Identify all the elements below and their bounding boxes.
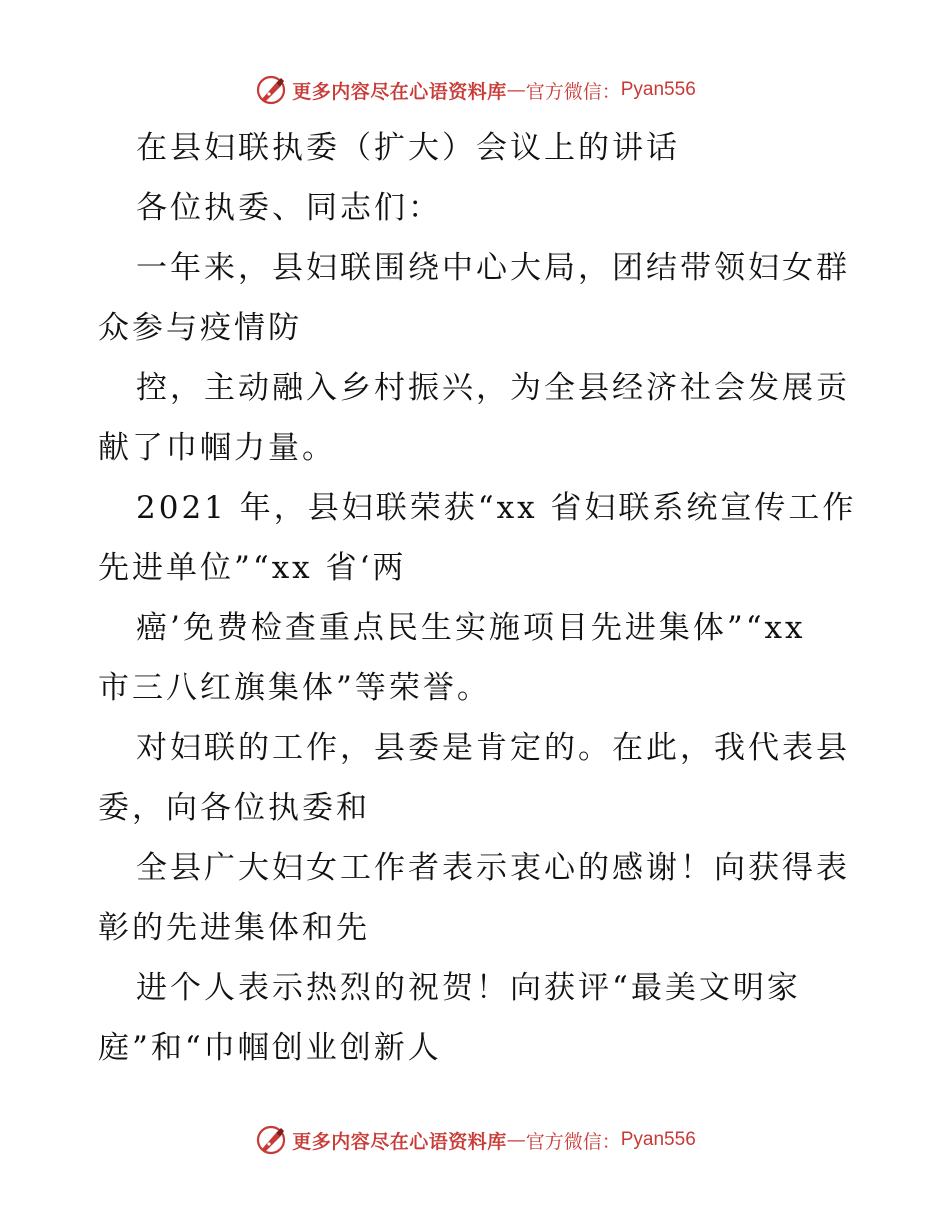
banner-wechat-label: 官方微信： xyxy=(525,1130,621,1153)
text-line: 彰的先进集体和先 xyxy=(98,910,370,946)
text-line: 2021 年，县妇联荣获“xx 省妇联系统宣传工作 xyxy=(136,490,857,526)
banner-wechat-id: Pyan556 xyxy=(620,79,696,100)
footer-banner xyxy=(0,1120,950,1160)
banner-site-name: 更多内容尽在心语资料库 xyxy=(292,80,507,103)
text-line: 先进单位”“xx 省‘两 xyxy=(98,550,407,586)
text-line: 癌’免费检查重点民生实施项目先进集体”“xx xyxy=(136,610,806,646)
banner-wechat-id: Pyan556 xyxy=(620,1129,696,1150)
banner-dash: — xyxy=(506,1129,526,1151)
text-line: 一年来，县妇联围绕中心大局，团结带领妇女群 xyxy=(136,250,850,286)
text-line: 全县广大妇女工作者表示衷心的感谢！向获得表 xyxy=(136,850,850,886)
header-banner xyxy=(0,70,950,110)
text-line: 对妇联的工作，县委是肯定的。在此，我代表县 xyxy=(136,730,850,766)
text-line: 在县妇联执委（扩大）会议上的讲话 xyxy=(136,130,680,166)
pen-nib-seal-icon xyxy=(254,73,288,107)
banner-wechat-label: 官方微信： xyxy=(525,80,621,103)
text-line: 献了巾帼力量。 xyxy=(98,430,336,466)
pen-nib-seal-icon xyxy=(254,1123,288,1157)
banner-dash: — xyxy=(506,79,526,101)
text-line: 委，向各位执委和 xyxy=(98,790,370,826)
text-line: 进个人表示热烈的祝贺！向获评“最美文明家 xyxy=(136,970,801,1006)
text-line: 各位执委、同志们： xyxy=(136,190,442,226)
text-line: 市三八红旗集体”等荣誉。 xyxy=(98,670,491,706)
text-line: 众参与疫情防 xyxy=(98,310,302,346)
document-body xyxy=(98,118,858,1078)
banner-site-name: 更多内容尽在心语资料库 xyxy=(292,1130,507,1153)
text-line: 庭”和“巾帼创业创新人 xyxy=(98,1030,442,1066)
text-line: 控，主动融入乡村振兴，为全县经济社会发展贡 xyxy=(136,370,850,406)
